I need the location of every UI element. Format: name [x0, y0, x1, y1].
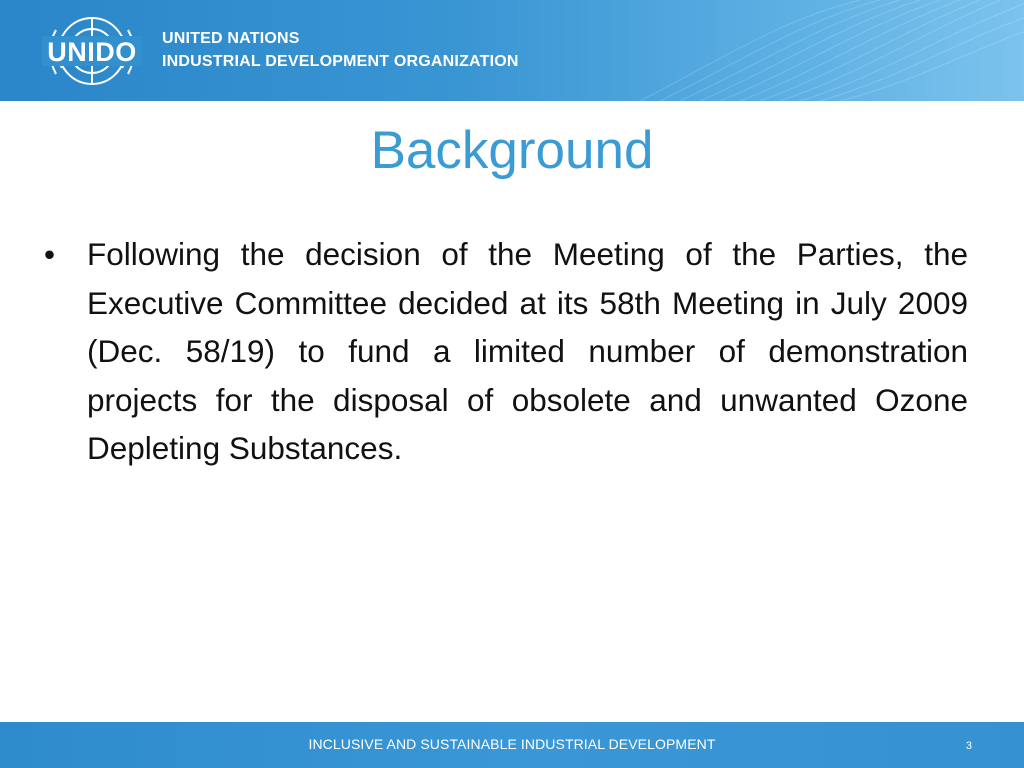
slide-body	[44, 230, 968, 473]
footer-tagline: INCLUSIVE AND SUSTAINABLE INDUSTRIAL DEVELOPMENT	[308, 736, 716, 752]
logo-text: UNIDO	[47, 37, 137, 67]
org-line-1: UNITED NATIONS	[162, 30, 300, 47]
bullet-text: Following the decision of the Meeting of the Parties, the Executive Committee decided at its 58th Meeting in July 2009 (Dec. 58/19) to fund a limited number of demonstration projects for the disposal of obsolete and unwanted Ozone Depleting Substances.	[87, 236, 968, 466]
page-number: 3	[965, 740, 972, 752]
organization-name	[162, 27, 519, 73]
footer-banner	[0, 722, 1024, 768]
bullet-icon: •	[44, 236, 56, 272]
slide-title: Background	[370, 121, 654, 180]
unido-logo	[40, 6, 144, 96]
header-banner	[0, 0, 1024, 101]
org-line-2: INDUSTRIAL DEVELOPMENT ORGANIZATION	[162, 53, 519, 70]
bullet-item	[44, 230, 968, 473]
